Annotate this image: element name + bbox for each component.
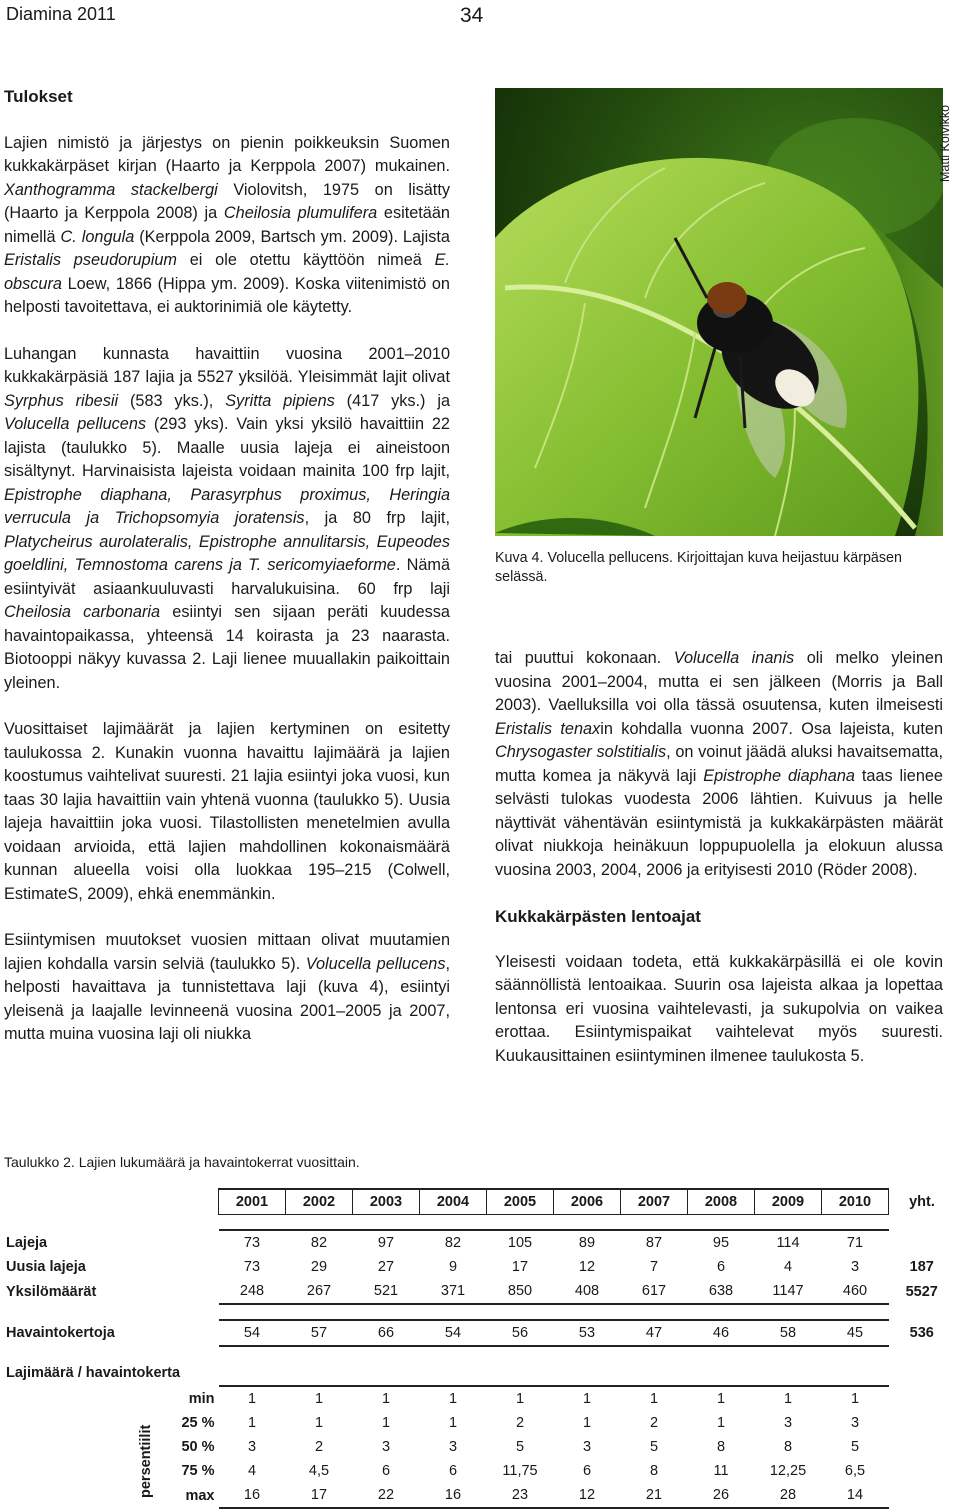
year-header: 2003 xyxy=(353,1189,420,1215)
table-cell: 5 xyxy=(649,1439,659,1455)
left-column xyxy=(4,85,450,1047)
text-run: (293 yks). Vain yksi yksilö havaittiin 22 lajista (taulukko 5). Maalle uusia lajeja ei aineistoon sisältynyt. Harvinaisista lajeista voidaan mainita 100 frp lajit, xyxy=(4,415,450,480)
table-cell: 17 xyxy=(286,1483,353,1508)
table-cell: 3 xyxy=(783,1415,793,1431)
paragraph-nomenclature xyxy=(4,132,450,320)
table-cell: 95 xyxy=(688,1230,755,1255)
table-row xyxy=(0,1230,955,1255)
row-total-empty xyxy=(889,1483,956,1508)
row-label: Yksilömäärät xyxy=(6,1283,97,1300)
percentile-label-cell xyxy=(0,1435,219,1459)
percentile-label: max xyxy=(185,1487,215,1504)
year-header: 2008 xyxy=(688,1189,755,1215)
text-run: . Nämä esiintyivät asiaankuuluvasti harvalukuisina. 60 frp laji xyxy=(4,556,450,598)
table-cell: 6 xyxy=(582,1463,592,1479)
percentile-row xyxy=(0,1386,955,1411)
species-name: Cheilosia carbonaria xyxy=(4,603,161,621)
photo-illustration xyxy=(495,88,943,536)
text-run: Esiintymisen muutokset vuosien mittaan olivat muutamien lajien kohdalla varsin selviä (taulukko 5). xyxy=(4,931,450,973)
table-cell: 16 xyxy=(420,1483,487,1508)
species-name: Syrphus ribesii xyxy=(4,391,119,410)
table-cell: 1 xyxy=(247,1415,257,1431)
species-name: Volucella inanis xyxy=(673,649,795,667)
row-label: Havaintokertoja xyxy=(6,1325,115,1341)
table-cell: 11 xyxy=(713,1463,729,1479)
text-run: taas lienee selvästi tulokas vuodesta 2006 lähtien. Kuivuus ja helle näyttivät vähentävän esiintymistä ja kukkakärpästen määrät olivat niukkoja heinäkuun loppupuolella ja elokuun alussa vuosina 2003, 2004, 2006 ja erityisesti 2010 (Röder 2008). xyxy=(495,766,943,879)
table-cell: 56 xyxy=(487,1320,554,1346)
text-run: Loew, 1866 (Hippa ym. 2009). Koska viitenimistö on helposti tavoitettava, ei auktorinimiä ole käytetty. xyxy=(4,274,450,316)
year-header: 2001 xyxy=(219,1189,286,1215)
species-name: Epistrophe diaphana, Parasyrphus proximus, Heringia verrucula ja Trichopsomyia joratensis xyxy=(4,485,450,527)
text-run: , ja 80 frp lajit, xyxy=(304,509,450,527)
table-cell: 1 xyxy=(314,1415,324,1431)
table-cell: 28 xyxy=(755,1483,822,1508)
species-name: Xanthogramma stackelbergi xyxy=(4,180,218,199)
table-cell: 54 xyxy=(420,1320,487,1346)
table-cell: 850 xyxy=(487,1279,554,1304)
text-run: in kohdalla vuonna 2007. Osa lajeista, kuten xyxy=(600,719,943,738)
row-total: 536 xyxy=(909,1325,934,1341)
table-cell: 82 xyxy=(286,1230,353,1255)
paragraph-yearly-counts xyxy=(4,718,450,906)
table-cell: 6 xyxy=(381,1463,391,1479)
species-name: Syritta pipiens xyxy=(225,391,335,410)
row-label: Lajeja xyxy=(6,1234,48,1251)
table-cell: 1 xyxy=(688,1386,755,1411)
table-cell: 12 xyxy=(554,1483,621,1508)
table-cell: 73 xyxy=(219,1230,286,1255)
species-name: Eristalis pseudorupium xyxy=(4,251,177,269)
table-cell: 12 xyxy=(578,1259,596,1275)
table-cell: 1 xyxy=(582,1415,592,1431)
text-run: tai puuttui kokonaan. xyxy=(495,649,674,667)
table-cell: 1 xyxy=(353,1386,420,1411)
header-blank xyxy=(0,1189,219,1215)
yearly-counts-table xyxy=(0,1188,955,1509)
text-run: Violovitsh, 1975 on lisätty (Haarto ja Kerppola 2008) ja xyxy=(4,180,450,222)
table-cell: 97 xyxy=(353,1230,420,1255)
table-cell: 16 xyxy=(219,1483,286,1508)
table-cell: 27 xyxy=(377,1259,395,1275)
table-cell: 3 xyxy=(381,1439,391,1455)
table-cell: 6,5 xyxy=(844,1463,866,1479)
text-run: esitetään nimellä xyxy=(4,204,450,246)
percentile-label: min xyxy=(188,1390,215,1407)
table-cell: 460 xyxy=(822,1279,889,1304)
table-cell: 8 xyxy=(649,1463,659,1479)
table-cell: 9 xyxy=(448,1259,458,1275)
table-cell: 2 xyxy=(314,1439,324,1455)
species-name: Eristalis tenax xyxy=(495,719,601,738)
species-name: Epistrophe diaphana xyxy=(703,766,855,785)
table-cell: 2 xyxy=(515,1415,525,1431)
text-run: (417 yks.) ja xyxy=(334,391,451,410)
table-cell: 87 xyxy=(621,1230,688,1255)
table-cell: 105 xyxy=(487,1230,554,1255)
table-cell: 6 xyxy=(448,1463,458,1479)
table-cell: 521 xyxy=(353,1279,420,1304)
table-cell: 6 xyxy=(716,1259,726,1275)
table-cell: 89 xyxy=(554,1230,621,1255)
right-column xyxy=(495,647,943,1068)
table-cell: 3 xyxy=(247,1439,257,1455)
table-cell: 638 xyxy=(688,1279,755,1304)
text-run: ei ole otettu käyttöön nimeä xyxy=(176,251,435,269)
table-cell: 1 xyxy=(381,1415,391,1431)
table-cell: 3 xyxy=(850,1415,860,1431)
table-cell: 82 xyxy=(420,1230,487,1255)
year-header: 2009 xyxy=(755,1189,822,1215)
table-cell: 408 xyxy=(554,1279,621,1304)
year-header: 2002 xyxy=(286,1189,353,1215)
paragraph-continued xyxy=(495,647,943,882)
table-cell: 29 xyxy=(310,1259,328,1275)
table-caption: Taulukko 2. Lajien lukumäärä ja havaintokerrat vuosittain. xyxy=(4,1154,360,1170)
photo-credit-text: Matti Koivikko xyxy=(938,104,952,182)
table-cell: 4 xyxy=(247,1463,257,1479)
year-header: 2004 xyxy=(420,1189,487,1215)
percentile-label-cell xyxy=(0,1459,219,1483)
text-run: , on voinut jäädä aluksi havaitsematta, mutta komea ja näkyvä laji xyxy=(495,743,943,785)
table-row xyxy=(0,1279,955,1304)
percentile-label: 25 % xyxy=(181,1415,215,1431)
table-cell: 1 xyxy=(487,1386,554,1411)
table-cell: 267 xyxy=(286,1279,353,1304)
table-cell: 114 xyxy=(755,1230,822,1255)
section-heading-flight-times: Kukkakärpästen lentoajat xyxy=(495,907,701,926)
table-cell: 53 xyxy=(554,1320,621,1346)
row-total-empty xyxy=(889,1386,956,1411)
row-total xyxy=(889,1230,956,1255)
table-cell: 73 xyxy=(243,1259,261,1275)
photo-credit xyxy=(938,90,958,185)
journal-title: Diamina 2011 xyxy=(6,4,116,24)
row-total-empty xyxy=(889,1459,956,1483)
table-row xyxy=(0,1255,955,1279)
table-cell: 7 xyxy=(649,1259,659,1275)
table-cell: 5 xyxy=(850,1439,860,1455)
table-cell: 8 xyxy=(783,1439,793,1455)
table-cell: 26 xyxy=(688,1483,755,1508)
row-total: 187 xyxy=(909,1259,934,1275)
table-cell: 17 xyxy=(511,1259,529,1275)
species-name: Volucella pellucens xyxy=(4,415,147,433)
table-cell: 1147 xyxy=(755,1279,822,1304)
species-name: E. obscura xyxy=(4,251,450,293)
text-run: Yleisesti voidaan todeta, että kukkakärpäsillä ei ole kovin säännöllistä lentoaikaa. Suurin osa lajeista alkaa ja lopettaa lentonsa eri vuosina vaihtelevasti, ja sukupolvia on vaikea erottaa. Esiintymispaikat vaihtelevat myös suuresti. Kuukausittainen esiintyminen ilmenee taulukosta 5. xyxy=(495,952,943,1065)
year-header: 2010 xyxy=(822,1189,889,1215)
table-cell: 45 xyxy=(822,1320,889,1346)
table-cell: 1 xyxy=(219,1386,286,1411)
row-total-empty xyxy=(889,1435,956,1459)
table-cell: 23 xyxy=(487,1483,554,1508)
table-cell: 46 xyxy=(688,1320,755,1346)
table-cell: 1 xyxy=(554,1386,621,1411)
table-cell: 22 xyxy=(353,1483,420,1508)
figure-caption: Kuva 4. Volucella pellucens. Kirjoittajan kuva heijastuu kärpäsen selässä. xyxy=(495,550,902,585)
table-cell: 4,5 xyxy=(308,1463,330,1479)
table-cell: 8 xyxy=(716,1439,726,1455)
ratio-label-row xyxy=(0,1361,955,1386)
table-cell: 1 xyxy=(286,1386,353,1411)
row-total-empty xyxy=(889,1411,956,1435)
table-cell: 5 xyxy=(515,1439,525,1455)
text-run: Luhangan kunnasta havaittiin vuosina 2001–2010 kukkakärpäsiä 187 lajia ja 5527 yksilöä. Yleisimmät lajit olivat xyxy=(4,344,450,386)
percentile-label: 50 % xyxy=(181,1439,215,1455)
table-cell: 4 xyxy=(783,1259,793,1275)
text-run: oli melko yleinen vuosina 2001–2004, mutta ei sen jälkeen (Morris ja Ball 2003). Vaelluksilla voi olla tässä osuutensa, kuten ilmeisesti xyxy=(495,649,943,714)
table-cell: 1 xyxy=(716,1415,726,1431)
text-run: esiintyi sen sijaan peräti kuudessa havaintopaikassa, yhteensä 14 koirasta ja 23 naarasta. Biotooppi näkyy kuvassa 2. Laji lienee muuallakin paikoittain yleinen. xyxy=(4,603,450,692)
species-name: C. longula xyxy=(60,227,135,246)
table-cell: 2 xyxy=(649,1415,659,1431)
section-title: Tulokset xyxy=(4,87,73,106)
hoverfly-photo xyxy=(495,88,943,536)
page-number: 34 xyxy=(460,4,484,27)
total-header: yht. xyxy=(909,1193,935,1210)
text-run: Vuosittaiset lajimäärät ja lajien kertyminen on esitetty taulukossa 2. Kunakin vuonna havaittu lajimäärä ja lajien koostumus vaihtelivat suuresti. 21 lajia esiintyi joka vuosi, kun taas 30 lajia havaittiin vain yhtenä vuonna (taulukko 5). Uusia lajeja havaittiin joka vuosi. Tilastollisten menetelmien avulla voidaan arvioida, että lajien mahdollinen kokonaismäärä kunnan alueella voisi olla luokkaa 195–215 (Colwell, EstimateS, 2009), ehkä enemmänkin. xyxy=(4,720,450,903)
table-cell: 54 xyxy=(219,1320,286,1346)
table-cell: 11,75 xyxy=(502,1463,538,1479)
text-run: (583 yks.), xyxy=(118,391,226,410)
table-cell: 66 xyxy=(353,1320,420,1346)
year-header: 2006 xyxy=(554,1189,621,1215)
table-cell: 21 xyxy=(621,1483,688,1508)
species-name: Volucella pellucens xyxy=(305,954,446,973)
table-cell: 1 xyxy=(621,1386,688,1411)
table-header-row xyxy=(0,1189,955,1215)
table-cell: 1 xyxy=(755,1386,822,1411)
row-label: Uusia lajeja xyxy=(6,1259,86,1275)
species-name: Cheilosia plumulifera xyxy=(223,204,378,222)
table-cell: 3 xyxy=(448,1439,458,1455)
table-cell: 1 xyxy=(420,1386,487,1411)
table-cell: 371 xyxy=(420,1279,487,1304)
table-cell: 58 xyxy=(755,1320,822,1346)
table-cell: 617 xyxy=(621,1279,688,1304)
paragraph-observations xyxy=(4,343,450,696)
row-total: 5527 xyxy=(905,1283,938,1300)
text-run: , helposti havaittava ja tunnistettava laji (kuva 4), esiintyi yleisenä ja laajalle levinneenä vuosina 2001–2005 ja 2007, mutta muina vuosina laji oli niukka xyxy=(4,954,450,1043)
table-cell: 248 xyxy=(219,1279,286,1304)
percentile-label: 75 % xyxy=(181,1463,215,1479)
percentile-label-cell xyxy=(0,1483,219,1508)
ratio-label: Lajimäärä / havaintokerta xyxy=(6,1365,181,1381)
text-run: (Kerppola 2009, Bartsch ym. 2009). Lajista xyxy=(134,227,450,246)
table-row-observations xyxy=(0,1320,955,1346)
text-run: Lajien nimistö ja järjestys on pienin poikkeuksin Suomen kukkakärpäset kirjan (Haarto ja Kerppola 2007) mukainen. xyxy=(4,133,450,175)
table-cell: 1 xyxy=(448,1415,458,1431)
table-cell: 3 xyxy=(582,1439,592,1455)
table-cell: 1 xyxy=(822,1386,889,1411)
table-cell: 47 xyxy=(621,1320,688,1346)
species-name: Chrysogaster solstitialis xyxy=(495,743,667,761)
percentile-label-cell xyxy=(0,1411,219,1435)
paragraph-changes xyxy=(4,929,450,1047)
year-header: 2007 xyxy=(621,1189,688,1215)
species-name: Platycheirus aurolateralis, Epistrophe annulitarsis, Eupeodes goeldlini, Temnostoma carens ja T. sericomyiaeforme xyxy=(4,532,450,574)
table-cell: 14 xyxy=(822,1483,889,1508)
year-header: 2005 xyxy=(487,1189,554,1215)
table-cell: 12,25 xyxy=(769,1463,807,1479)
paragraph-flight-times xyxy=(495,951,943,1069)
table-cell: 57 xyxy=(286,1320,353,1346)
table-cell: 3 xyxy=(850,1259,860,1275)
table-cell: 71 xyxy=(822,1230,889,1255)
percentile-vertical-label: persentiilit xyxy=(138,1424,154,1498)
